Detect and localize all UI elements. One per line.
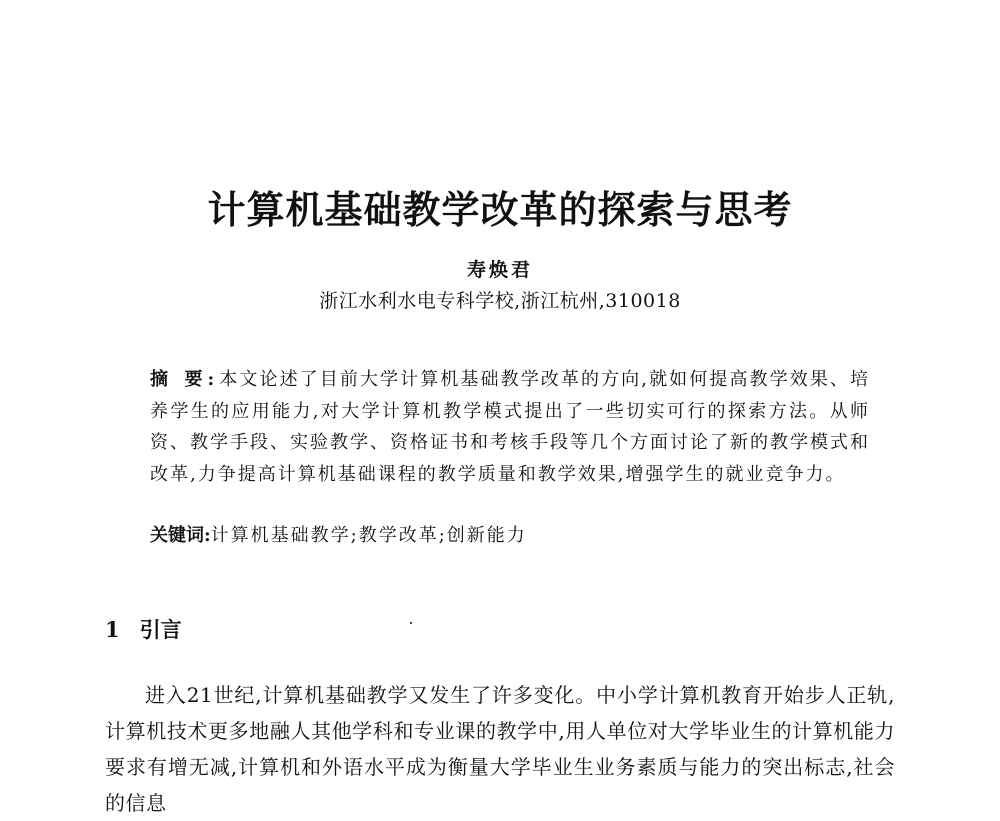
section-heading — [105, 616, 182, 644]
section-title: 引言 — [139, 617, 182, 642]
abstract-label: 摘 要: — [150, 369, 220, 390]
keywords-text: 计算机基础教学;教学改革;创新能力 — [210, 525, 527, 546]
paper-title: 计算机基础教学改革的探索与思考 — [207, 187, 793, 232]
author-affiliation: 浙江水利水电专科学校,浙江杭州,310018 — [319, 290, 681, 312]
author-name: 寿焕君 — [466, 259, 533, 281]
keywords-label: 关键词: — [150, 525, 211, 546]
scan-speck — [410, 622, 412, 624]
abstract — [150, 364, 870, 490]
section-number: 1 — [105, 617, 120, 642]
keywords — [150, 522, 870, 550]
abstract-text: 本文论述了目前大学计算机基础教学改革的方向,就如何提高教学效果、培养学生的应用能力,对大学计算机教学模式提出了一些切实可行的探索方法。从师资、教学手段、实验教学、资格证书和考核手段等几个方面讨论了新的教学模式和改革,力争提高计算机基础课程的教学质量和教学效果,增强学生的就业竞争力。 — [150, 369, 871, 485]
section-body-text: 进入21世纪,计算机基础教学又发生了许多变化。中小学计算机教育开始步人正轨,计算机技术更多地融人其他学科和专业课的教学中,用人单位对大学毕业生的计算机能力要求有增无减,计算机和外语水平成为衡量大学毕业生业务素质与能力的突出标志,社会的信息 — [105, 683, 895, 815]
